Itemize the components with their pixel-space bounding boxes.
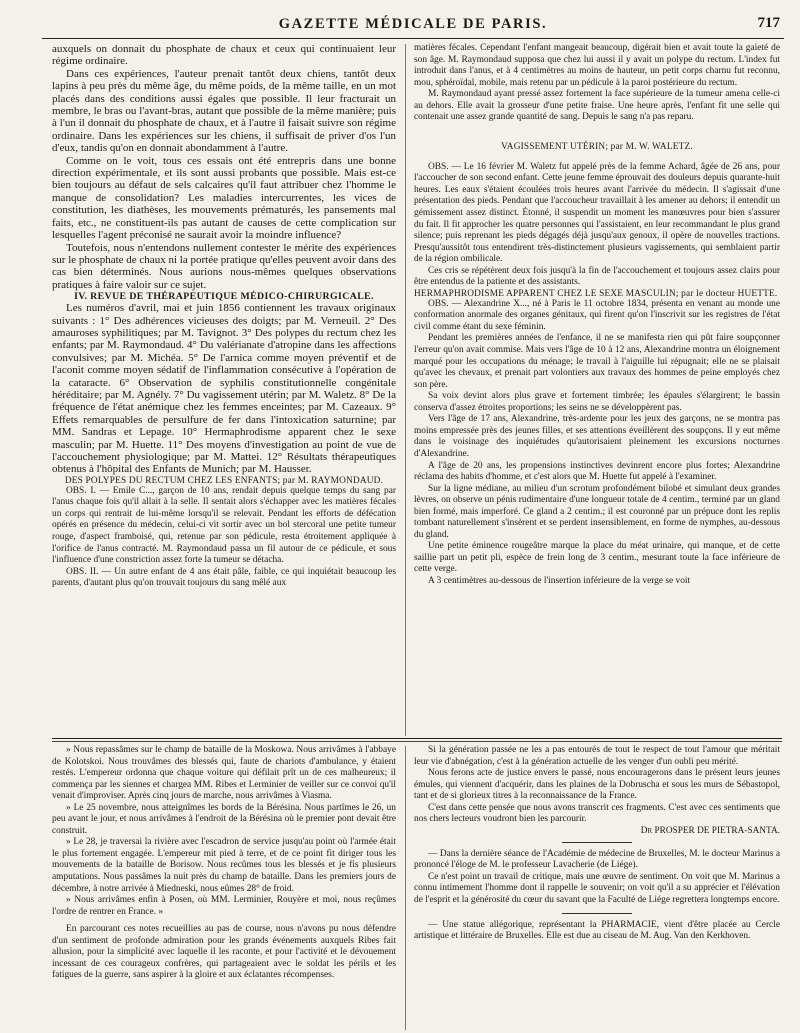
feuilleton-rule: [52, 738, 782, 739]
feuilleton-rule-thin: [52, 741, 782, 742]
paragraph: Ces cris se répétèrent deux fois jusqu'à la fin de l'accouchement et toujours assez clairs pour être entendus de la patiente et des assistants.: [414, 265, 780, 288]
paragraph: C'est dans cette pensée que nous avons transcrit ces fragments. C'est avec ces sentiments que nos chers lecteurs voudront bien les parcourir.: [414, 802, 780, 825]
observation-paragraph: OBS. — Le 16 février M. Waletz fut appelé près de la femme Achard, âgée de 26 ans, pour l'accoucher de son second enfant. Cette jeune femme éprouvait des douleurs depuis quarante-huit heures. Les eaux s'étaient écoulées trois heures avant l'arrivée du médecin. Il s'agissait d'une présentation des pieds. Pendant que l'accoucheur travaillait à les amener au dehors; il entendit un gémissement assez distinct. Étonné, il suspendit un moment les manœuvres pour bien s'assurer du fait. Il fit approcher les quatre personnes qui l'assistaient, en leur recommandant le plus grand silence; puis reprenant les pieds dégagés déjà jusqu'aux genoux, il opère de nouvelles tractions. Presqu'aussitôt tous entendirent très-distinctement plusieurs vagissements, qui semblaient partir de la région ombilicale.: [414, 161, 780, 265]
paragraph: » Nous repassâmes sur le champ de bataille de la Moskowa. Nous arrivâmes à l'abbaye de Kolotskoi. Nous trouvâmes des blessés qui, faute de chariots d'ambulance, y étaient restés. L'empereur ordonna que chaque voiture qui défilait prît un de ces malheureux; il commença par les siennes et chargea MM. Ribes et Lerminier de veiller sur ce convoi qu'il venait d'improviser. Après cinq jours de marche, nous arrivâmes à Viasma.: [52, 745, 396, 802]
column-bottom-left: [52, 745, 396, 1030]
running-title: GAZETTE MÉDICALE DE PARIS.: [278, 16, 548, 32]
paragraph: Dans ces expériences, l'auteur prenait tantôt deux chiens, tantôt deux lapins à peu près du même âge, du même poids, de la même taille, en un mot placés dans des conditions aussi égales que possible. Il leur fracturait un membre, le bras ou l'avant-bras, autant que possible de la même manière; puis à l'un il donnait du phosphate de chaux, et à l'autre il faisait suivre son régime ordinaire. Dans les expériences sur les chiens, il suffisait de priver d'os l'un d'eux, tandis qu'on en donnait abondamment à l'autre.: [52, 67, 396, 155]
paragraph: — Dans la dernière séance de l'Académie de médecine de Bruxelles, M. le docteur Marinus a prononcé l'éloge de M. le professeur Lavacherie (de Liége).: [414, 848, 780, 871]
paragraph: Pendant les premières années de l'enfance, il ne se manifesta rien qui pût faire soupçonner l'erreur qu'on avait commise. Mais vers l'âge de 10 à 12 ans, Alexandrine montra un éloignement marqué pour les occupations du ménage; le travail à l'aiguille lui répugnait; elle ne se plaisait qu'avec les chevaux, et prenait part volontiers aux travaux des hommes de peine employés chez son père.: [414, 333, 780, 390]
paragraph: Les numéros d'avril, mai et juin 1856 contiennent les travaux originaux suivants : 1° Des adhérences vicieuses des doigts; par M. Verneuil. 2° Des amauroses syphilitiques; par M. Tavignot. 3° Des polypes du rectum chez les enfants; par M. Raymondaud. 4° Du valérianate d'atropine dans les affections convulsives; par M. Michéa. 5° De l'arnica comme moyen préventif et de l'aconit comme moyen sédatif de l'inflammation consécutive à l'opération de la cataracte. 6° Observation de syphilis constitutionnelle congénitale héréditaire; par M. Agnély. 7° Du vagissement utérin; par M. Waletz. 8° De la fréquence de l'état anémique chez les femmes enceintes; par M. Cazeaux. 9° Effets remarquables de persulfure de fer dans l'intoxication saturnine; par MM. Sandras et Lepage. 10° Hermaphrodisme apparent chez le sexe masculin; par M. Huette. 11° Des moyens d'investigation au point de vue de l'accouchement physiologique; par M. Mattei. 12° Résultats thérapeutiques obtenus à l'hôpital des Enfants de Munich; par M. Hausser.: [52, 302, 396, 476]
paragraph: Sa voix devint alors plus grave et fortement timbrée; les épaules s'élargirent; le bassin conserva d'assez étroites proportions; les seins ne se développèrent pas.: [414, 391, 780, 413]
paragraph: M. Raymondaud ayant pressé assez fortement la face supérieure de la tumeur amena celle-ci au dehors. Elle avait la grosseur d'une petite fraise. Une heure après, l'enfant fit une selle qui contenait une assez grande quantité de sang. Depuis le sang n'a pas reparu.: [414, 89, 780, 123]
article-heading: DES POLYPES DU RECTUM CHEZ LES ENFANTS; par M. RAYMONDAUD.: [64, 475, 384, 486]
column-divider-bottom: [405, 746, 406, 1030]
column-bottom-right: [414, 745, 780, 1030]
observation-paragraph: OBS. I. — Emile C..., garçon de 10 ans, rendait depuis quelque temps du sang par l'anus chaque fois qu'il allait à la selle. Il sentait alors s'échapper avec les matières fécales un corps qui rentrait de lui-même lorsqu'il se relevait. Pendant les efforts de défécation opérés en présence du médecin, celui-ci vit sortir avec un bol stercoral une petite tumeur rouge, d'aspect framboisé, qui, retenue par son pédicule, resta étroitement appliquée à l'orifice de l'anus contracté. M. Raymondaud passa un fil autour de ce pédicule, et sous l'influence d'une constriction assez forte la tumeur se détacha.: [52, 485, 396, 566]
observation-paragraph: OBS. — Alexandrine X..., né à Paris le 11 octobre 1834, présenta en venant au monde une conformation anormale des organes génitaux, qui firent qu'on l'inscrivit sur les registres de l'état civil comme étant du sexe féminin.: [414, 298, 780, 332]
paragraph: Ce n'est point un travail de critique, mais une œuvre de sentiment. On voit que M. Marinus a connu intimement l'homme dont il rappelle le souvenir; on voit qu'il a su apprécier et l'élévation de l'esprit et la générosité du cœur du savant que la Faculté de Liége regrettera longtemps encore.: [414, 871, 780, 906]
paragraph: Sur la ligne médiane, au milieu d'un scrotum profondément bilobé et simulant deux grandes lèvres, on observe un pénis rudimentaire d'une longueur totale de 4 centim., terminé par un gland bien formé, mais imperforé. Ce gland a 2 centim.; il est couronné par un prépuce dont les replis tombant naturellement s'insèrent et se perdent insensiblement, en forme de nymphes, au-dessous du gland.: [414, 483, 780, 540]
paragraph: — Une statue allégorique, représentant la PHARMACIE, vient d'être placée au Cercle artistique et littéraire de Bruxelles. Elle est due au ciseau de M. Aug. Van den Kerkhoven.: [414, 919, 780, 942]
page-number: 717: [757, 15, 780, 31]
article-heading: VAGISSEMENT UTÉRIN; par M. W. WALETZ.: [501, 141, 693, 152]
separator-rule: [562, 913, 632, 914]
paragraph: Si la génération passée ne les a pas entourés de tout le respect de tout l'amour que méritait leur vie d'abnégation, c'est à la génération actuelle de les venger d'un oubli peu mérité.: [414, 745, 780, 767]
paragraph: A 3 centimètres au-dessous de l'insertion inférieure de la verge se voit: [428, 575, 691, 586]
paragraph: Vers l'âge de 17 ans, Alexandrine, très-ardente pour les jeux des garçons, ne se montra pas moins empressée près des jeunes filles, et ses attentions éveillèrent des soupçons. Il y eut même dans le voisinage des inquiétudes qu'autorisaient pleinement les excursions nocturnes d'Alexandrine.: [414, 414, 780, 459]
paragraph: » Le 25 novembre, nous atteignîmes les bords de la Bérésina. Nous partîmes le 26, un peu avant le jour, et nous arrivâmes à l'endroit de la Bérésina où le premier pont devait être construit.: [52, 802, 396, 836]
section-heading: IV. REVUE DE THÉRAPEUTIQUE MÉDICO-CHIRURGICALE.: [74, 291, 374, 303]
paragraph: A l'âge de 20 ans, les propensions instinctives devinrent encore plus fortes; Alexandrine réclama des habits d'homme, et c'est alors que M. Huette fut appelé à l'examiner.: [414, 460, 780, 483]
paragraph: matières fécales. Cependant l'enfant mangeait beaucoup, digérait bien et avait toute la gaieté de son âge. M. Raymondaud supposa que chez lui aussi il y avait un polype du rectum. L'index fut introduit dans l'anus, et à 4 centimètres au moins de hauteur, un petit corps charnu fut reconnu, mou, sphéroïdal, mobile, mais retenu par un pédicule à la paroi postérieure du rectum.: [414, 43, 780, 88]
signature: Dr PROSPER DE PIETRA-SANTA.: [640, 825, 780, 836]
paragraph: Comme on le voit, tous ces essais ont été entrepris dans une bonne direction expérimentale, et ils sont aussi probants que possible. Mais est-ce bien toujours au défaut de sels calcaires qu'il faut attribuer chez l'homme le manque de consolidation? Les maladies intercurrentes, les vices de constitution, les diathèses, les mouvements prématurés, les pansements mal faits, etc., ne constituent-ils pas autant de causes de cette complication sur lesquelles l'agent préconisé ne saurait avoir la moindre influence?: [52, 154, 396, 242]
page-header: [42, 10, 784, 39]
paragraph: Une petite éminence rougeâtre marque la place du méat urinaire, qui manque, et de cette saillie part un petit pli, espèce de frein long de 3 centim., mesurant toute la face inférieure de cette verge.: [414, 541, 780, 575]
article-heading: HERMAPHRODISME APPARENT CHEZ LE SEXE MASCULIN; par le docteur HUETTE.: [414, 288, 778, 299]
paragraph: En parcourant ces notes recueillies au pas de course, nous n'avons pu nous défendre d'un sentiment de profonde admiration pour les grands événements auxquels Ribes fait allusion, pour la simplicité avec laquelle il les raconte, et pour l'activité et le dévouement incessant de ces courageux confrères, qui partageaient avec le soldat les périls et les fatigues de la guerre, sans aspirer à la gloire et aux éclatantes récompenses.: [52, 924, 396, 981]
paragraph: auxquels on donnait du phosphate de chaux et ceux qui continuaient leur régime ordinaire.: [52, 43, 396, 68]
column-top-right: [414, 43, 780, 736]
column-top-left: [52, 43, 396, 736]
paragraph: » Nous arrivâmes enfin à Posen, où MM. Lerminier, Rouyère et moi, nous reçûmes l'ordre de rentrer en France. »: [52, 895, 396, 917]
observation-paragraph: OBS. II. — Un autre enfant de 4 ans était pâle, faible, ce qui inquiétait beaucoup les parents, d'autant plus qu'on trouvait toujours du sang mêlé aux: [52, 566, 396, 589]
column-divider-top: [405, 44, 406, 736]
paragraph: Toutefois, nous n'entendons nullement contester le mérite des expériences sur le phosphate de chaux ni la portée pratique qu'elles peuvent avoir dans des cas bien déterminés. Nous aurions nous-mêmes quelques observations pratiques à faire valoir sur ce sujet.: [52, 241, 396, 291]
paragraph: » Le 28, je traversai la rivière avec l'escadron de service jusqu'au point où l'armée était le plus fortement engagée. L'empereur mit pied à terre, et de ce point fit diriger tous les mouvements de la bataille de Borisow. Nous recûmes tous les blessés et je fis plusieurs amputations. Nous passâmes la nuit près du champ de bataille. Dans les premiers jours de décembre, à notre arrivée à Miedneski, nous eûmes 28° de froid.: [52, 837, 396, 894]
paragraph: Nous ferons acte de justice envers le passé, nous encouragerons dans le présent leurs jeunes émules, qui viennent d'acquérir, dans les plaines de la Dobruscha et sous les murs de Sébastopol, tant et de si glorieux titres à la reconnaissance de la France.: [414, 768, 780, 802]
separator-rule: [562, 842, 632, 843]
